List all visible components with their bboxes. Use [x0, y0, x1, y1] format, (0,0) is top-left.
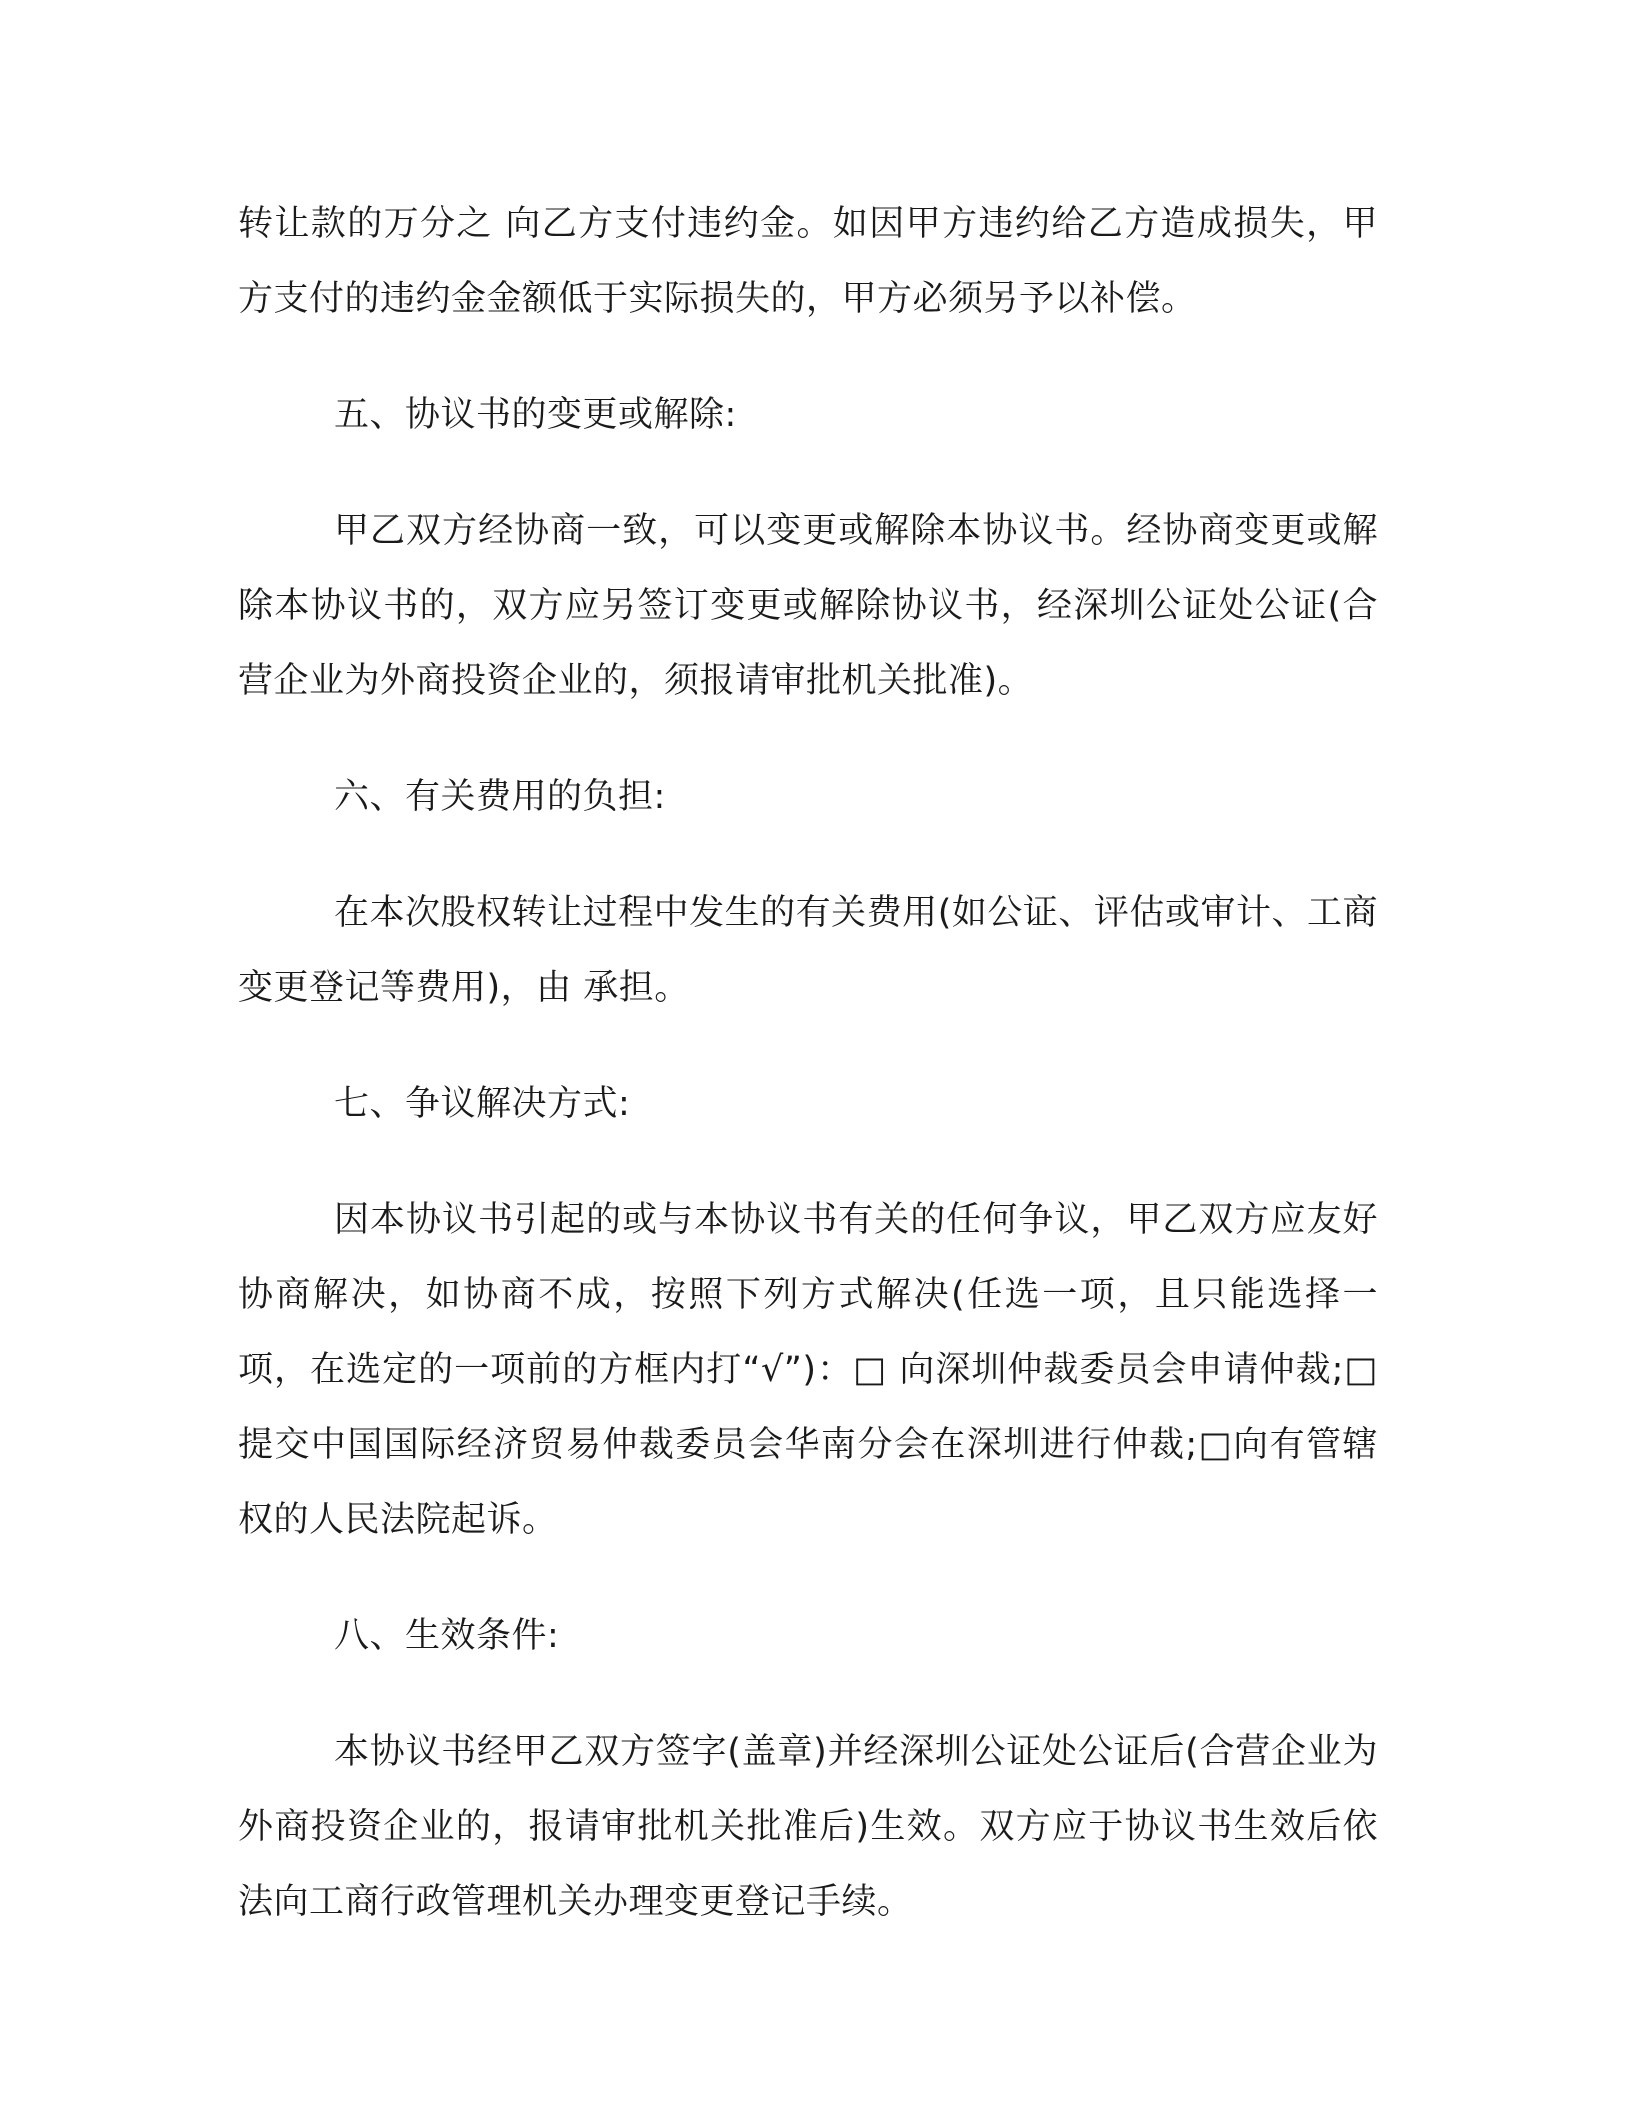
section-heading-effectiveness: 八、生效条件: — [334, 1616, 560, 1656]
paragraph-fees: 在本次股权转让过程中发生的有关费用(如公证、评估或审计、工商变更登记等费用)，由 承担。 — [238, 893, 1378, 1008]
paragraph-effectiveness: 本协议书经甲乙双方签字(盖章)并经深圳公证处公证后(合营企业为外商投资企业的，报请审批机关批准后)生效。双方应于协议书生效后依法向工商行政管理机关办理变更登记手续。 — [238, 1732, 1378, 1922]
section-heading-fees: 六、有关费用的负担: — [334, 777, 666, 817]
paragraph-dispute: 因本协议书引起的或与本协议书有关的任何争议，甲乙双方应友好协商解决，如协商不成，按照下列方式解决(任选一项，且只能选择一项，在选定的一项前的方框内打“√”)：□ 向深圳仲裁委员会申请仲裁;□提交中国国际经济贸易仲裁委员会华南分会在深圳进行仲裁;□向有管辖权的人民法院起诉。 — [238, 1200, 1378, 1540]
paragraph-penalty-continuation: 转让款的万分之 向乙方支付违约金。如因甲方违约给乙方造成损失，甲方支付的违约金金额低于实际损失的，甲方必须另予以补偿。 — [238, 204, 1378, 319]
document-body — [238, 187, 1378, 1981]
section-heading-dispute: 七、争议解决方式: — [334, 1084, 631, 1124]
paragraph-amendment: 甲乙双方经协商一致，可以变更或解除本协议书。经协商变更或解除本协议书的，双方应另签订变更或解除协议书，经深圳公证处公证(合营企业为外商投资企业的，须报请审批机关批准)。 — [238, 511, 1378, 701]
section-heading-amendment: 五、协议书的变更或解除: — [334, 395, 737, 435]
